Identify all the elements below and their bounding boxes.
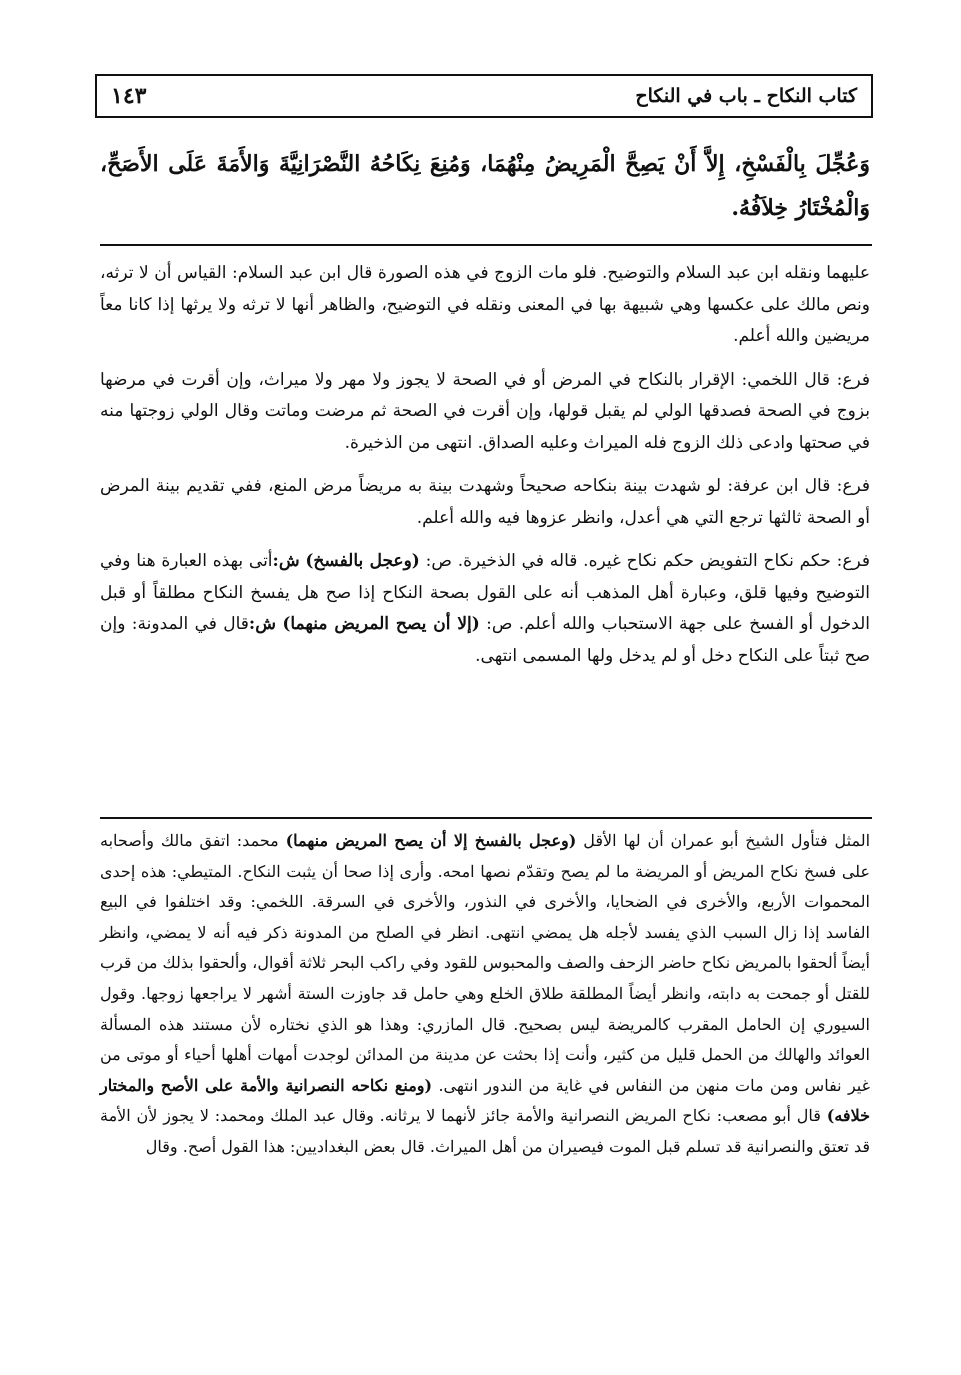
running-header [95,74,873,118]
sharh-marker: ش: [272,551,300,571]
divider-line [100,817,872,819]
quoted-matn: (ومنع نكاحه النصرانية والأمة على الأصح والمختار خلافه) [100,1075,870,1126]
commentary-text: قال في المدونة: وإن صح ثبتاً على النكاح دخل أو لم يدخل ولها المسمى انتهى. [100,614,870,666]
commentary-text: أتى بهذه العبارة هنا وفي التوضيح وفيها قلق، وعبارة أهل المذهب أنه على القول بصحة النكاح إذا صح هل يفسخ النكاح مطلقاً أو قبل الدخول أو الفسخ على جهة الاستحباب والله أعلم. ص: [100,551,870,634]
commentary-lower [100,826,870,1163]
quoted-matn: (إلا أن يصح المريض منهما) [282,614,480,634]
commentary-text: المثل فتأول الشيخ أبو عمران أن لها الأقل [583,831,871,850]
main-text-paragraph: وَعُجِّلَ بِالْفَسْخِ، إِلاَّ أَنْ يَصِحَّ الْمَرِيضُ مِنْهُمَا، وَمُنِعَ نِكَاحُهُ النَّصْرَانِيَّةَ وَالأَمَةَ عَلَى الأَصَحِّ، وَالْمُخْتَارُ خِلاَفُهُ. [100,151,870,221]
commentary-paragraph: فرع: قال ابن عرفة: لو شهدت بينة بنكاحه صحيحاً وشهدت بينة به مريضاً مرض المنع، ففي تقديم بينة المرض أو الصحة ثالثها ترجع التي هي أعدل، وانظر عزوها فيه والله أعلم. [100,476,870,528]
commentary-paragraph [100,546,870,672]
commentary-paragraph: فرع: قال اللخمي: الإقرار بالنكاح في المرض أو في الصحة لا يجوز ولا مهر ولا ميراث، وإن أقرت في مرضها بزوج في الصحة فصدقها الولي لم يقبل قولها، وإن أقرت في الصحة ثم مرضت وماتت وقال الولي زوجتها منه في صحتها وادعى ذلك الزوج فله الميراث وعليه الصداق. انتهى من الذخيرة. [100,369,871,453]
main-text [100,142,870,230]
commentary-paragraph: عليهما ونقله ابن عبد السلام والتوضيح. فلو مات الزوج في هذه الصورة قال ابن عبد السلام: القياس أن لا ترثه، ونص مالك على عكسها وهي شبيهة بها في المعنى ونقله في التوضيح، والظاهر أنها لا ترثه ولا يرثها إذا كانا معاً مريضين والله أعلم. [100,263,870,346]
commentary-text: فرع: حكم نكاح التفويض حكم نكاح غيره. قاله في الذخيرة. ص: [425,551,871,571]
commentary-upper [100,258,870,684]
commentary-paragraph [100,826,870,1163]
commentary-text: محمد: اتفق مالك وأصحابه على فسخ نكاح المريض أو المريضة ما لم يصح وتقدّم نصها امحه. وأرى إذا صحا أن يثبت النكاح. المتيطي: هذه إحدى المحموات الأربع، والأخرى في الضحايا، والأخرى في النذور، والأخرى في السرقة. اللخمي: وقد اختلفوا في البيع الفاسد إذا زال السبب الذي يفسد لأجله هل يمضي انتهى. انظر في الصلح من المدونة ذكر فيه أنه لا يمضي، وانظر أيضاً ألحقوا بالمريض نكاح حاضر الزحف والصف والمحبوس للقود وفي راكب البحر ثلاثة أقوال، وألحقوا بذلك من قرب للقتل أو جمحت به دابته، وانظر أيضاً المطلقة طلاق الخلع وهي حامل قد جاوزت الستة أشهر لا يراجعها زوجها. وقول السيوري إن الحامل المقرب كالمريضة ليس بصحيح. قال المازري: وهذا هو الذي نختاره لأن مستند هذه المسألة العوائد والهالك من الحمل قليل من كثير، وأنت إذا بحثت عن مدينة من المدائن لوجدت أمهات أهلها أحياء أو موتى من غير نفاس ومن مات منهن من النفاس في غاية من الندور انتهى. [100,831,871,1095]
quoted-matn: (وعجل بالفسخ إلا أن يصح المريض منهما) [285,831,577,850]
divider-line [100,244,872,246]
quoted-matn: (وعجل بالفسخ) [305,551,420,571]
running-header-title: كتاب النكاح ـ باب في النكاح [635,85,857,107]
sharh-marker: ش: [248,614,276,634]
page-number: ١٤٣ [111,83,147,109]
commentary-text: قال أبو مصعب: نكاح المريض النصرانية والأمة جائز لأنهما لا يرثانه. وقال عبد الملك ومحمد: لا يجوز لأن الأمة قد تعتق والنصرانية قد تسلم قبل الموت فيصيران من أهل الميراث. قال بعض البغداديين: هذا القول أصح. وقال [100,1106,870,1156]
